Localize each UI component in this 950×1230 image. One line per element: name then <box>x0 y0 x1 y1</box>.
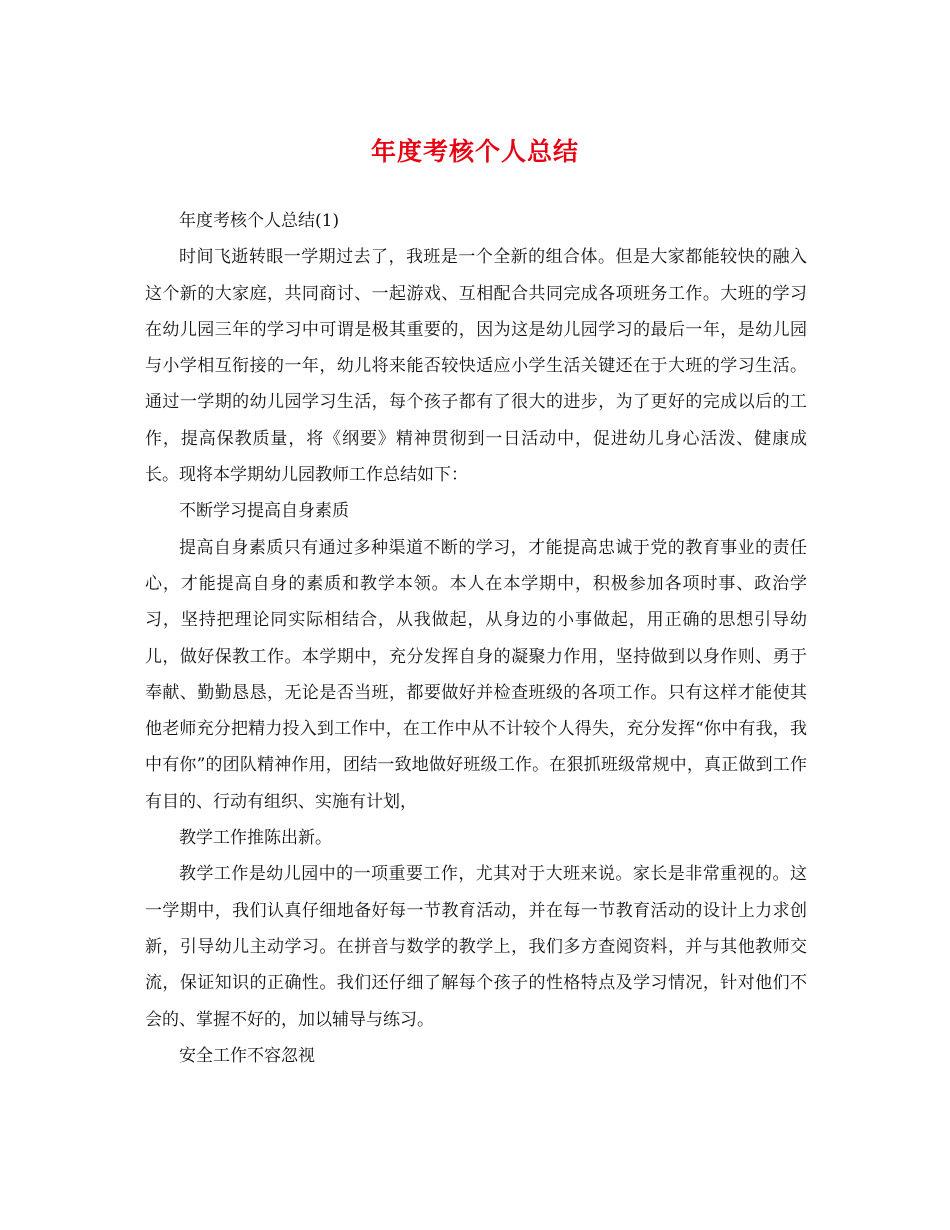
paragraph-intro: 时间飞逝转眼一学期过去了，我班是一个全新的组合体。但是大家都能较快的融入这个新的大家庭，共同商讨、一起游戏、互相配合共同完成各项班务工作。大班的学习在幼儿园三年的学习中可谓是极其重要的，因为这是幼儿园学习的最后一年，是幼儿园与小学相互衔接的一年，幼儿将来能否较快适应小学生活关键还在于大班的学习生活。通过一学期的幼儿园学习生活，每个孩子都有了很大的进步，为了更好的完成以后的工作，提高保教质量，将《纲要》精神贯彻到一日活动中，促进幼儿身心活泼、健康成长。现将本学期幼儿园教师工作总结如下： <box>145 247 807 486</box>
paragraph-teaching: 教学工作是幼儿园中的一项重要工作，尤其对于大班来说。家长是非常重视的。这一学期中，我们认真仔细地备好每一节教育活动，并在每一节教育活动的设计上力求创新，引导幼儿主动学习。在拼音与数学的教学上，我们多方查阅资料，并与其他教师交流，保证知识的正确性。我们还仔细了解每个孩子的性格特点及学习情况，针对他们不会的、掌握不好的，加以辅导与练习。 <box>145 864 807 1030</box>
paragraph-subtitle: 年度考核个人总结(1) <box>179 211 340 231</box>
document-body <box>145 203 807 1074</box>
paragraph-self-improvement: 提高自身素质只有通过多种渠道不断的学习，才能提高忠诚于党的教育事业的责任心，才能提高自身的素质和教学本领。本人在本学期中，积极参加各项时事、政治学习，坚持把理论同实际相结合，从我做起，从身边的小事做起，用正确的思想引导幼儿，做好保教工作。本学期中，充分发挥自身的凝聚力作用，坚持做到以身作则、勇于奉献、勤勤恳恳，无论是否当班，都要做好并检查班级的各项工作。只有这样才能使其他老师充分把精力投入到工作中，在工作中从不计较个人得失，充分发挥“你中有我，我中有你”的团队精神作用，团结一致地做好班级工作。在狠抓班级常规中，真正做到工作有目的、行动有组织、实施有计划， <box>145 537 807 812</box>
document-title: 年度考核个人总结 <box>370 137 579 166</box>
section-heading-safety: 安全工作不容忽视 <box>179 1045 315 1066</box>
section-heading-teaching: 教学工作推陈出新。 <box>179 828 332 849</box>
section-heading-self-improvement: 不断学习提高自身素质 <box>179 501 349 522</box>
